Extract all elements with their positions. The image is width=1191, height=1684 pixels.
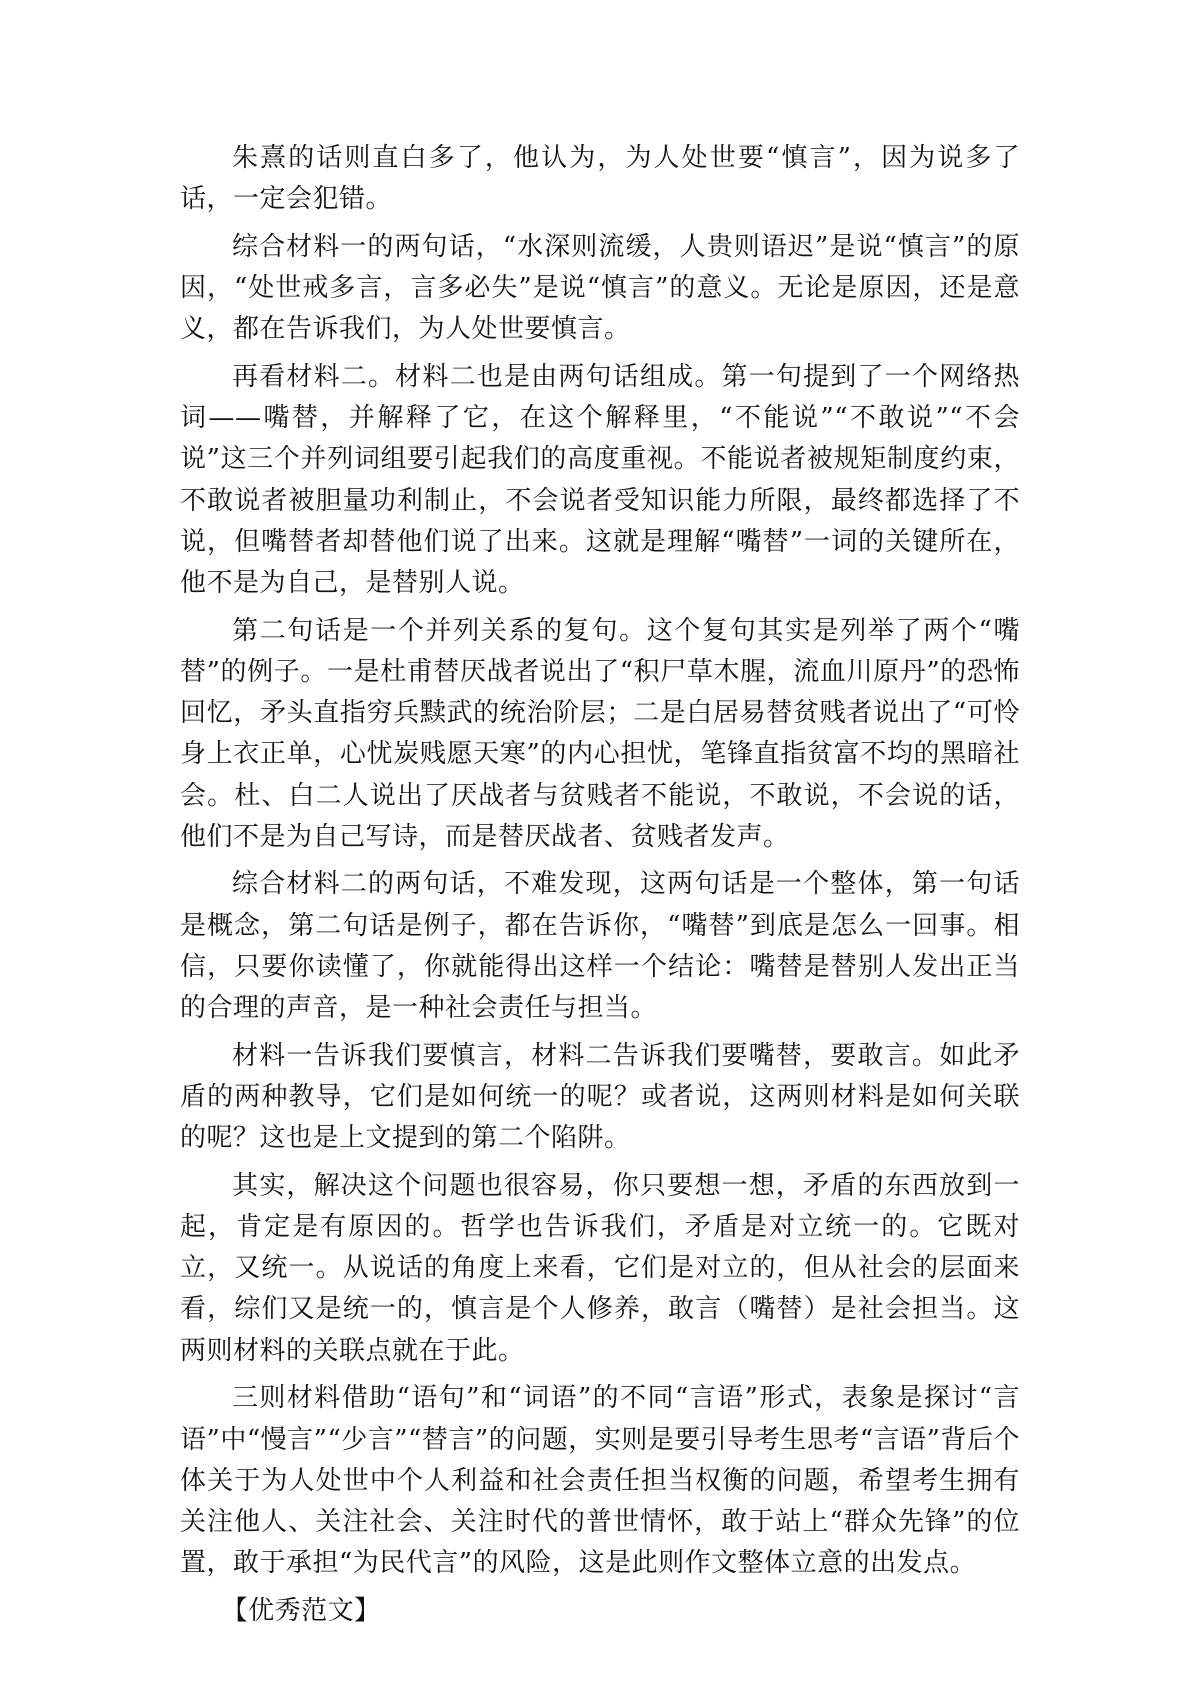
paragraph-material-two-summary: 综合材料二的两句话，不难发现，这两句话是一个整体，第一句话是概念，第二句话是例子，都在告诉你，“嘴替”到底是怎么一回事。相信，只要你读懂了，你就能得出这样一个结论：嘴替是替别人发出正当的合理的声音，是一种社会责任与担当。 — [180, 869, 1020, 1024]
paragraph-material-two-examples: 第二句话是一个并列关系的复句。这个复句其实是列举了两个“嘴替”的例子。一是杜甫替厌战者说出了“积尸草木腥，流血川原丹”的恐怖回忆，矛头直指穷兵黩武的统治阶层；二是白居易替贫贱者说出了“可怜身上衣正单，心忧炭贱愿天寒”的内心担忧，笔锋直指贫富不均的黑暗社会。杜、白二人说出了厌战者与贫贱者不能说，不敢说，不会说的话，他们不是为自己写诗，而是替厌战者、贫贱者发声。 — [180, 615, 1020, 852]
paragraph-material-two-intro: 再看材料二。材料二也是由两句话组成。第一句提到了一个网络热词——嘴替，并解释了它，在这个解释里，“不能说”“不敢说”“不会说”这三个并列词组要引起我们的高度重视。不能说者被规矩制度约束，不敢说者被胆量功利制止，不会说者受知识能力所限，最终都选择了不说，但嘴替者却替他们说了出来。这就是理解“嘴替”一词的关键所在，他不是为自己，是替别人说。 — [180, 362, 1020, 599]
section-heading: 【优秀范文】 — [221, 1595, 381, 1626]
paragraph-zhuxi: 朱熹的话则直白多了，他认为，为人处世要“慎言”，因为说多了话，一定会犯错。 — [180, 143, 1020, 215]
paragraph-material-one-summary: 综合材料一的两句话，“水深则流缓，人贵则语迟”是说“慎言”的原因，“处世戒多言，言多必失”是说“慎言”的意义。无论是原因，还是意义，都在告诉我们，为人处世要慎言。 — [180, 231, 1020, 345]
paragraph-resolution: 其实，解决这个问题也很容易，你只要想一想，矛盾的东西放到一起，肯定是有原因的。哲学也告诉我们，矛盾是对立统一的。它既对立，又统一。从说话的角度上来看，它们是对立的，但从社会的层面来看，综们又是统一的，慎言是个人修养，敢言（嘴替）是社会担当。这两则材料的关联点就在于此。 — [180, 1170, 1020, 1366]
paragraph-contradiction: 材料一告诉我们要慎言，材料二告诉我们要嘴替，要敢言。如此矛盾的两种教导，它们是如何统一的呢？或者说，这两则材料是如何关联的呢？这也是上文提到的第二个陷阱。 — [180, 1040, 1020, 1154]
document-body — [180, 138, 1020, 1639]
paragraph-conclusion: 三则材料借助“语句”和“词语”的不同“言语”形式，表象是探讨“言语”中“慢言”“少言”“替言”的问题，实则是要引导考生思考“言语”背后个体关于为人处世中个人利益和社会责任担当权衡的问题，希望考生拥有关注他人、关注社会、关注时代的普世情怀，敢于站上“群众先锋”的位置，敢于承担“为民代言”的风险，这是此则作文整体立意的出发点。 — [180, 1383, 1020, 1579]
